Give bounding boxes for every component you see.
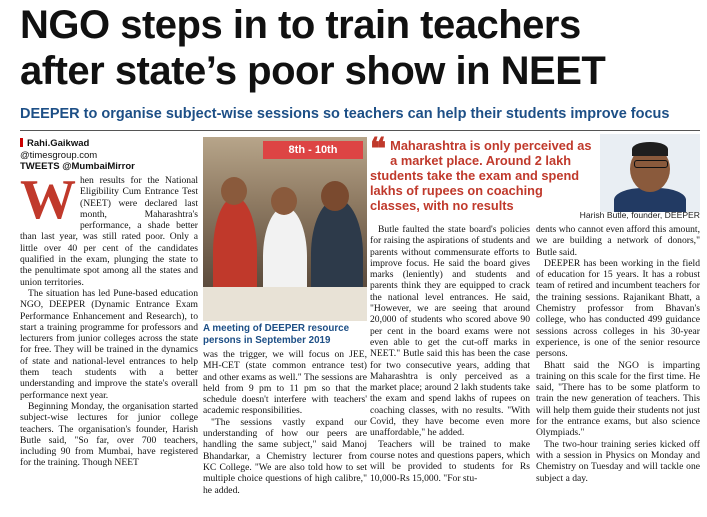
column-3 [370,224,530,484]
subheadline: DEEPER to organise subject-wise sessions so teachers can help their students improve focus [20,106,670,122]
column-4 [536,224,700,484]
person-head [221,177,247,205]
column-1 [20,169,198,469]
paragraph: hen results for the National Eligibility Cum Entrance Test (NEET) were declared last month, Maharashtra's performance, a shade better than last year, was still rated poor. Only a little over 40 per cent of the candidates qualified in the exam, plunging the state to the penultimate spot among all the states and union territories. [20,175,198,288]
portrait-glasses [634,160,668,168]
portrait-photo [600,134,700,212]
paragraph: was the trigger, we will focus on JEE, MH-CET (state common entrance test) and other exams as well." The sessions are held from 9 pm to 11 pm so that the schedule doesn't interfere with teachers' academic responsibilities. [203,349,367,417]
byline-marker [20,138,23,147]
portrait-caption: Harish Butle, founder, DEEPER [579,210,700,220]
person-head [271,187,297,215]
paragraph: "The sessions vastly expand our understanding of how our peers are handling the same subject," said Manoj Bhandarkar, a Chemistry lecturer from KC College. "We are also told how to set multiple choice questions of high calibre," he added. [203,416,367,496]
pull-quote [370,133,595,213]
paragraph: Butle faulted the state board's policies for raising the aspirations of students and parents without commensurate efforts to improve focus. He said the board gives marks (leniently) and students and parents think they are equipped to crack the national level entrances. He said, "However, we are seeing that around 20,000 of students who scored above 90 per cent in the board exams were not even able to get the cut-off marks in NEET." Butle said this has been the case for two consecutive years, adding that Maharashtra is only perceived as a market place; around 2 lakh students take the exam and spend lakhs of rupees on coaching classes, with no results. "With Covid, they have become even more unaffordable," he added. [370,224,530,439]
paragraph: The two-hour training series kicked off with a session in Physics on Monday and Chemistry on Tuesday and will tackle one subject a day. [536,438,700,484]
table-surface [203,287,367,321]
paragraph: Bhatt said the NGO is imparting training on this scale for the first time. He said, "There has to be some platform to train the new generation of teachers. This will help them guide their students not just for the entrance exams, but also science Olympiads." [536,359,700,439]
meeting-photo [203,137,367,321]
photo-banner: 8th - 10th [263,141,363,159]
headline-line-1: NGO steps in to train teachers [20,3,581,47]
paragraph: Beginning Monday, the organisation started subject-wise lectures for junior college teachers. The organisation's founder, Harish Butle said, "So far, over 700 teachers, including 90 from Mumbai, have registered for the training. Though NEET [20,400,198,469]
byline-email: @timesgroup.com [20,149,98,161]
pull-quote-text: Maharashtra is only perceived as a market place. Around 2 lakh students take the exam and spend lakhs of rupees on coaching classes, with no results [370,138,592,213]
divider [20,130,700,131]
headline-line-2: after state’s poor show in NEET [20,49,606,93]
byline-handle: TWEETS @MumbaiMirror [20,161,135,172]
portrait-hair [632,142,668,156]
paragraph: The situation has led Pune-based education NGO, DEEPER (Dynamic Entrance Exam Performance Enhancement and Research), to start a training programme for professors and lecturers from junior colleges across the state for free. They will be trained in the dynamics of state and national-level entrances to help them teach students with a better understanding and improve the state's overall performance next year. [20,287,198,401]
drop-cap: W [20,169,76,231]
paragraph: DEEPER has been working in the field of education for 15 years. It has a robust team of retired and incumbent teachers for the training sessions. Rajanikant Bhatt, a Chemistry professor from Bhavan's college, who has conducted 499 guidance sessions across colleges in his 30-year experience, is one of the senior resource persons. [536,257,700,360]
column-2 [203,349,367,496]
byline [20,138,198,173]
paragraph: Teachers will be trained to make course notes and questions papers, which will be provided to students for Rs 10,000-Rs 15,000. "For stu- [370,438,530,484]
photo-caption: A meeting of DEEPER resource persons in September 2019 [203,323,350,346]
quote-mark-icon: ❝ [370,133,387,166]
paragraph: dents who cannot even afford this amount, we are building a network of donors," Butle said. [536,224,700,258]
byline-name: Rahi.Gaikwad [27,138,90,149]
person-head [321,181,349,211]
